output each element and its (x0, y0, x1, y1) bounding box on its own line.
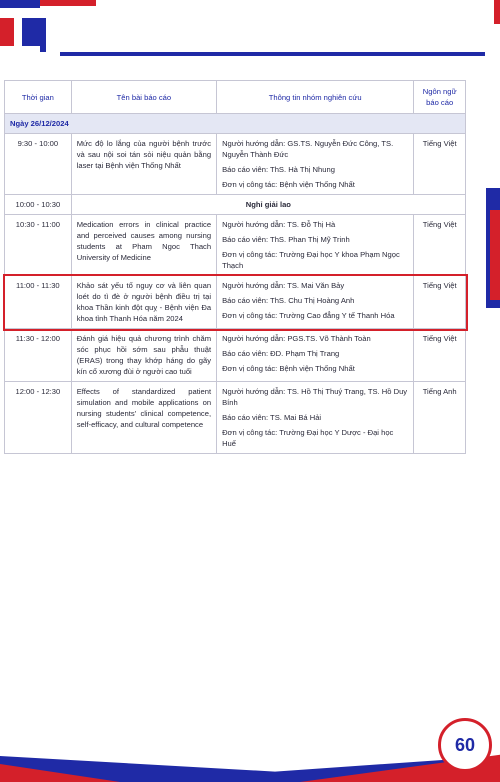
row-info (217, 382, 414, 454)
row-time: 9:30 - 10:00 (5, 134, 72, 195)
table-row (5, 215, 466, 276)
row-lang: Tiếng Việt (414, 215, 466, 276)
row-time: 12:00 - 12:30 (5, 382, 72, 454)
row-presenter: Báo cáo viên: ThS. Phan Thị Mỹ Trinh (222, 235, 350, 244)
break-row (5, 195, 466, 215)
row-unit: Đơn vị công tác: Trường Cao đẳng Y tế Thanh Hóa (222, 311, 395, 320)
row-lang: Tiếng Việt (414, 329, 466, 382)
header-lang: Ngôn ngữ báo cáo (414, 81, 466, 114)
row-advisor: Người hướng dẫn: TS. Hồ Thị Thuý Trang, TS. Hồ Duy Bính (222, 387, 408, 407)
break-time: 10:00 - 10:30 (5, 195, 72, 215)
row-unit: Đơn vị công tác: Bệnh viện Thống Nhất (222, 180, 355, 189)
right-edge-red (490, 210, 500, 300)
row-title: Effects of standardized patient simulation and mobile applications on nursing students' clinical competence, self-efficacy, and cultural competence (71, 382, 216, 454)
table-row (5, 382, 466, 454)
table-row (5, 329, 466, 382)
row-lang: Tiếng Việt (414, 134, 466, 195)
row-presenter: Báo cáo viên: ĐD. Phạm Thị Trang (222, 349, 340, 358)
right-top-red-bar (494, 0, 500, 24)
row-lang: Tiếng Việt (414, 276, 466, 329)
header-info: Thông tin nhóm nghiên cứu (217, 81, 414, 114)
row-unit: Đơn vị công tác: Trường Đại học Y khoa Phạm Ngọc Thạch (222, 250, 400, 270)
row-time: 11:30 - 12:00 (5, 329, 72, 382)
table-row-highlighted (5, 276, 466, 329)
header-rule (60, 52, 485, 56)
row-info (217, 215, 414, 276)
row-advisor: Người hướng dẫn: TS. Mai Văn Bảy (222, 281, 345, 290)
row-time: 10:30 - 11:00 (5, 215, 72, 276)
table-header-row (5, 81, 466, 114)
row-title: Mức độ lo lắng của người bệnh trước và sau nội soi tán sỏi niệu quản bằng laser tại Bệnh viện Thống Nhất (71, 134, 216, 195)
logo-mark-stripe (0, 46, 40, 52)
agenda-table (4, 80, 466, 454)
top-red-bar (40, 0, 96, 6)
row-title: Khảo sát yếu tố nguy cơ và liên quan loét do tì đè ở người bệnh điều trị tại khoa Thần kinh đột quỵ - Bệnh viện Đa khoa tỉnh Thanh Hóa năm 2024 (71, 276, 216, 329)
page-number: 60 (454, 734, 476, 755)
row-presenter: Báo cáo viên: TS. Mai Bá Hải (222, 413, 322, 422)
row-title: Medication errors in clinical practice and perceived causes among nursing students at Pham Ngoc Thach University of Medicine (71, 215, 216, 276)
row-advisor: Người hướng dẫn: TS. Đỗ Thị Hà (222, 220, 336, 229)
row-presenter: Báo cáo viên: ThS. Chu Thị Hoàng Anh (222, 296, 355, 305)
top-blue-bar (0, 0, 40, 8)
date-label: Ngày 26/12/2024 (5, 114, 466, 134)
header-title: Tên bài báo cáo (71, 81, 216, 114)
row-lang: Tiếng Anh (414, 382, 466, 454)
row-advisor: Người hướng dẫn: PGS.TS. Võ Thành Toàn (222, 334, 371, 343)
row-time: 11:00 - 11:30 (5, 276, 72, 329)
row-info (217, 134, 414, 195)
row-info (217, 329, 414, 382)
table-row (5, 134, 466, 195)
row-info (217, 276, 414, 329)
row-unit: Đơn vị công tác: Trường Đại học Y Dược - Đại học Huế (222, 428, 394, 448)
row-title: Đánh giá hiệu quả chương trình chăm sóc phục hồi sớm sau phẫu thuật (ERAS) trong thay khớp háng do gãy kín cổ xương đùi ở người cao tuổi (71, 329, 216, 382)
date-row (5, 114, 466, 134)
row-advisor: Người hướng dẫn: GS.TS. Nguyễn Đức Công, TS. Nguyễn Thành Đức (222, 139, 394, 159)
header-time: Thời gian (5, 81, 72, 114)
row-presenter: Báo cáo viên: ThS. Hà Thị Nhung (222, 165, 335, 174)
row-unit: Đơn vị công tác: Bệnh viện Thống Nhất (222, 364, 355, 373)
page-number-badge (438, 718, 492, 772)
break-label: Nghỉ giải lao (71, 195, 465, 215)
